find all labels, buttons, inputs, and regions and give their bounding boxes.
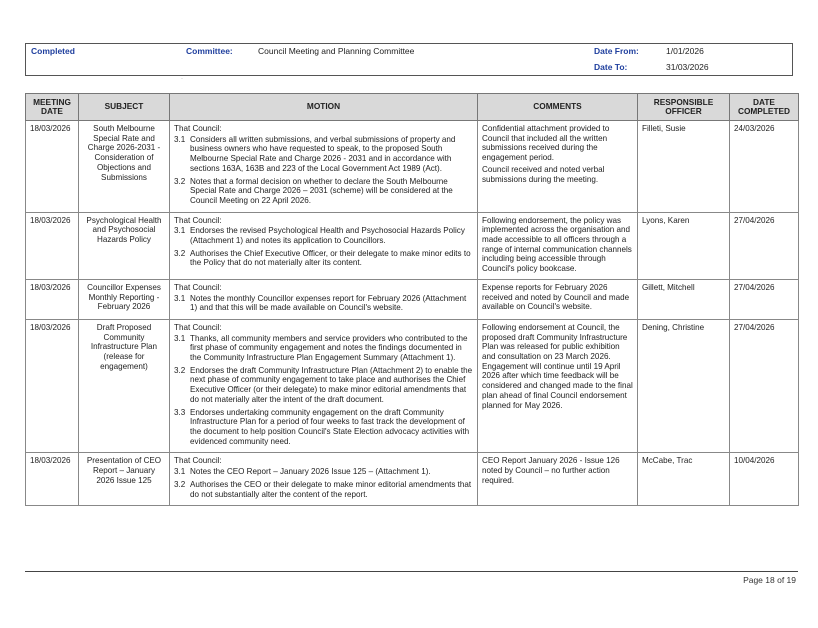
motion-item-text: Notes that a formal decision on whether to declare the South Melbourne Special Rate and Charge 2026 – 2031 (scheme) will be considered at the Council Meeting on 22 April 2026. — [190, 176, 453, 205]
subject-cell: Draft Proposed Community Infrastructure Plan (release for engagement) — [79, 319, 170, 452]
motion-item — [174, 467, 473, 477]
motion-item-text: Notes the monthly Councillor expenses report for February 2026 (Attachment 1) and that this will be made available on Council's website. — [190, 293, 467, 313]
motion-item-number: 3.2 — [174, 365, 186, 375]
col-header-subject: SUBJECT — [79, 94, 170, 121]
motion-item — [174, 408, 473, 447]
date-completed-cell: 27/04/2026 — [730, 279, 799, 319]
motion-item-number: 3.3 — [174, 407, 186, 417]
motion-item — [174, 249, 473, 268]
comments-cell — [478, 319, 638, 452]
motion-intro: That Council: — [174, 456, 222, 466]
motion-item — [174, 135, 473, 174]
table-row — [26, 121, 799, 213]
motion-cell — [170, 121, 478, 213]
table-row — [26, 453, 799, 506]
motions-table — [25, 93, 799, 506]
meeting-date-cell: 18/03/2026 — [26, 121, 79, 213]
motion-item-text: Authorises the CEO or their delegate to make minor editorial amendments that do not substantially alter the content of the report. — [190, 479, 472, 499]
motion-intro: That Council: — [174, 282, 222, 292]
motion-item-number: 3.2 — [174, 248, 186, 258]
motion-item-text: Thanks, all community members and service providers who contributed to the first phase of community engagement and notes the findings documented in the Community Infrastructure Plan Engagement Summary (Attachment 1). — [190, 333, 468, 363]
motion-intro: That Council: — [174, 322, 222, 332]
col-header-meeting-date: MEETING DATE — [26, 94, 79, 121]
responsible-officer-cell: McCabe, Trac — [638, 453, 730, 506]
motion-intro: That Council: — [174, 215, 222, 225]
col-header-date-completed: DATE COMPLETED — [730, 94, 799, 121]
motion-item-number: 3.1 — [174, 293, 186, 303]
comment-paragraph: Expense reports for February 2026 received and noted by Council and made available on Council's website. — [482, 282, 630, 312]
responsible-officer-cell: Filleti, Susie — [638, 121, 730, 213]
table-row — [26, 319, 799, 452]
subject-cell: Psychological Health and Psychosocial Hazards Policy — [79, 212, 170, 279]
responsible-officer-cell: Lyons, Karen — [638, 212, 730, 279]
subject-cell: Presentation of CEO Report – January 2026 Issue 125 — [79, 453, 170, 506]
table-row — [26, 212, 799, 279]
comment-paragraph: Confidential attachment provided to Council that included all the written submissions received during the engagement period. — [482, 124, 610, 163]
status-label: Completed — [31, 46, 75, 56]
date-from-value: 1/01/2026 — [666, 46, 704, 56]
motion-item-text: Considers all written submissions, and verbal submissions of property and business owners who have requested to speak, to the proposed South Melbourne Special Rate and Charge 2026 - 2031 and in accordance with sections 163A, 163B and 223 of the Local Government Act 1989 (Act). — [190, 134, 456, 173]
motion-item — [174, 226, 473, 245]
comments-cell — [478, 121, 638, 213]
motion-cell — [170, 319, 478, 452]
motion-item-number: 3.2 — [174, 479, 186, 489]
table-header-row — [26, 94, 799, 121]
comments-cell — [478, 453, 638, 506]
motion-item-number: 3.1 — [174, 134, 186, 144]
comments-cell — [478, 212, 638, 279]
motion-item — [174, 177, 473, 206]
report-header — [25, 43, 793, 76]
meeting-date-cell: 18/03/2026 — [26, 453, 79, 506]
motion-item — [174, 366, 473, 405]
date-completed-cell: 27/04/2026 — [730, 212, 799, 279]
responsible-officer-cell: Gillett, Mitchell — [638, 279, 730, 319]
meeting-date-cell: 18/03/2026 — [26, 212, 79, 279]
committee-label: Committee: — [186, 46, 233, 56]
subject-cell: Councillor Expenses Monthly Reporting - February 2026 — [79, 279, 170, 319]
motion-item — [174, 480, 473, 499]
comment-paragraph: CEO Report January 2026 - Issue 126 noted by Council – no further action required. — [482, 456, 620, 485]
table-row — [26, 279, 799, 319]
motion-item-number: 3.2 — [174, 176, 186, 186]
motion-intro: That Council: — [174, 124, 222, 133]
date-from-label: Date From: — [594, 46, 639, 56]
motion-item-text: Endorses undertaking community engagement on the draft Community Infrastructure Plan for a period of four weeks to fast track the development of the document to help position Council's State Election advocacy activities with evidenced community need. — [190, 407, 470, 446]
col-header-comments: COMMENTS — [478, 94, 638, 121]
date-to-label: Date To: — [594, 62, 628, 72]
page-number: Page 18 of 19 — [743, 575, 796, 585]
motion-item-text: Endorses the revised Psychological Health and Psychosocial Hazards Policy (Attachment 1) and notes its application to Councillors. — [190, 226, 465, 246]
motion-item-number: 3.1 — [174, 226, 186, 236]
date-completed-cell: 24/03/2026 — [730, 121, 799, 213]
meeting-date-cell: 18/03/2026 — [26, 279, 79, 319]
meeting-date-cell: 18/03/2026 — [26, 319, 79, 452]
responsible-officer-cell: Dening, Christine — [638, 319, 730, 452]
col-header-responsible-officer: RESPONSIBLE OFFICER — [638, 94, 730, 121]
comment-paragraph: Council received and noted verbal submissions during the meeting. — [482, 164, 605, 184]
motion-item — [174, 294, 473, 313]
motion-item-number: 3.1 — [174, 333, 186, 343]
motion-item-text: Endorses the draft Community Infrastructure Plan (Attachment 2) to enable the next phase of community engagement to take place and authorises the Chief Executive Officer (or their delegate) to make minor editorial amendments that do not materially alter the intent of the draft document. — [190, 365, 473, 404]
subject-cell: South Melbourne Special Rate and Charge 2026-2031 - Consideration of Objections and Submissions — [79, 121, 170, 213]
motion-item-text: Notes the CEO Report – January 2026 Issue 125 – (Attachment 1). — [190, 467, 431, 477]
motion-item-number: 3.1 — [174, 467, 186, 477]
comments-cell — [478, 279, 638, 319]
comment-paragraph: Following endorsement, the policy was implemented across the organisation and made accessible to all officers through a range of internal communication channels including being accessible through Council's policy bookcase. — [482, 215, 632, 274]
date-to-value: 31/03/2026 — [666, 62, 709, 72]
motion-cell — [170, 279, 478, 319]
col-header-motion: MOTION — [170, 94, 478, 121]
date-completed-cell: 27/04/2026 — [730, 319, 799, 452]
footer-divider — [25, 571, 798, 572]
motion-item — [174, 334, 473, 363]
motion-cell — [170, 212, 478, 279]
committee-value: Council Meeting and Planning Committee — [258, 46, 415, 56]
decorative-dot: · — [181, 76, 183, 82]
date-completed-cell: 10/04/2026 — [730, 453, 799, 506]
motion-item-text: Authorises the Chief Executive Officer, or their delegate to make minor edits to the Policy that do not materially alter its content. — [190, 248, 471, 268]
comment-paragraph: Following endorsement at Council, the proposed draft Community Infrastructure Plan was released for public exhibition and consultation on 23 March 2026. Engagement will continue until 19 April 2026 after which time feedback will be considered and changed made to the final plan ahead of final Council endorsement planned for May 2026. — [482, 322, 633, 410]
motion-cell — [170, 453, 478, 506]
